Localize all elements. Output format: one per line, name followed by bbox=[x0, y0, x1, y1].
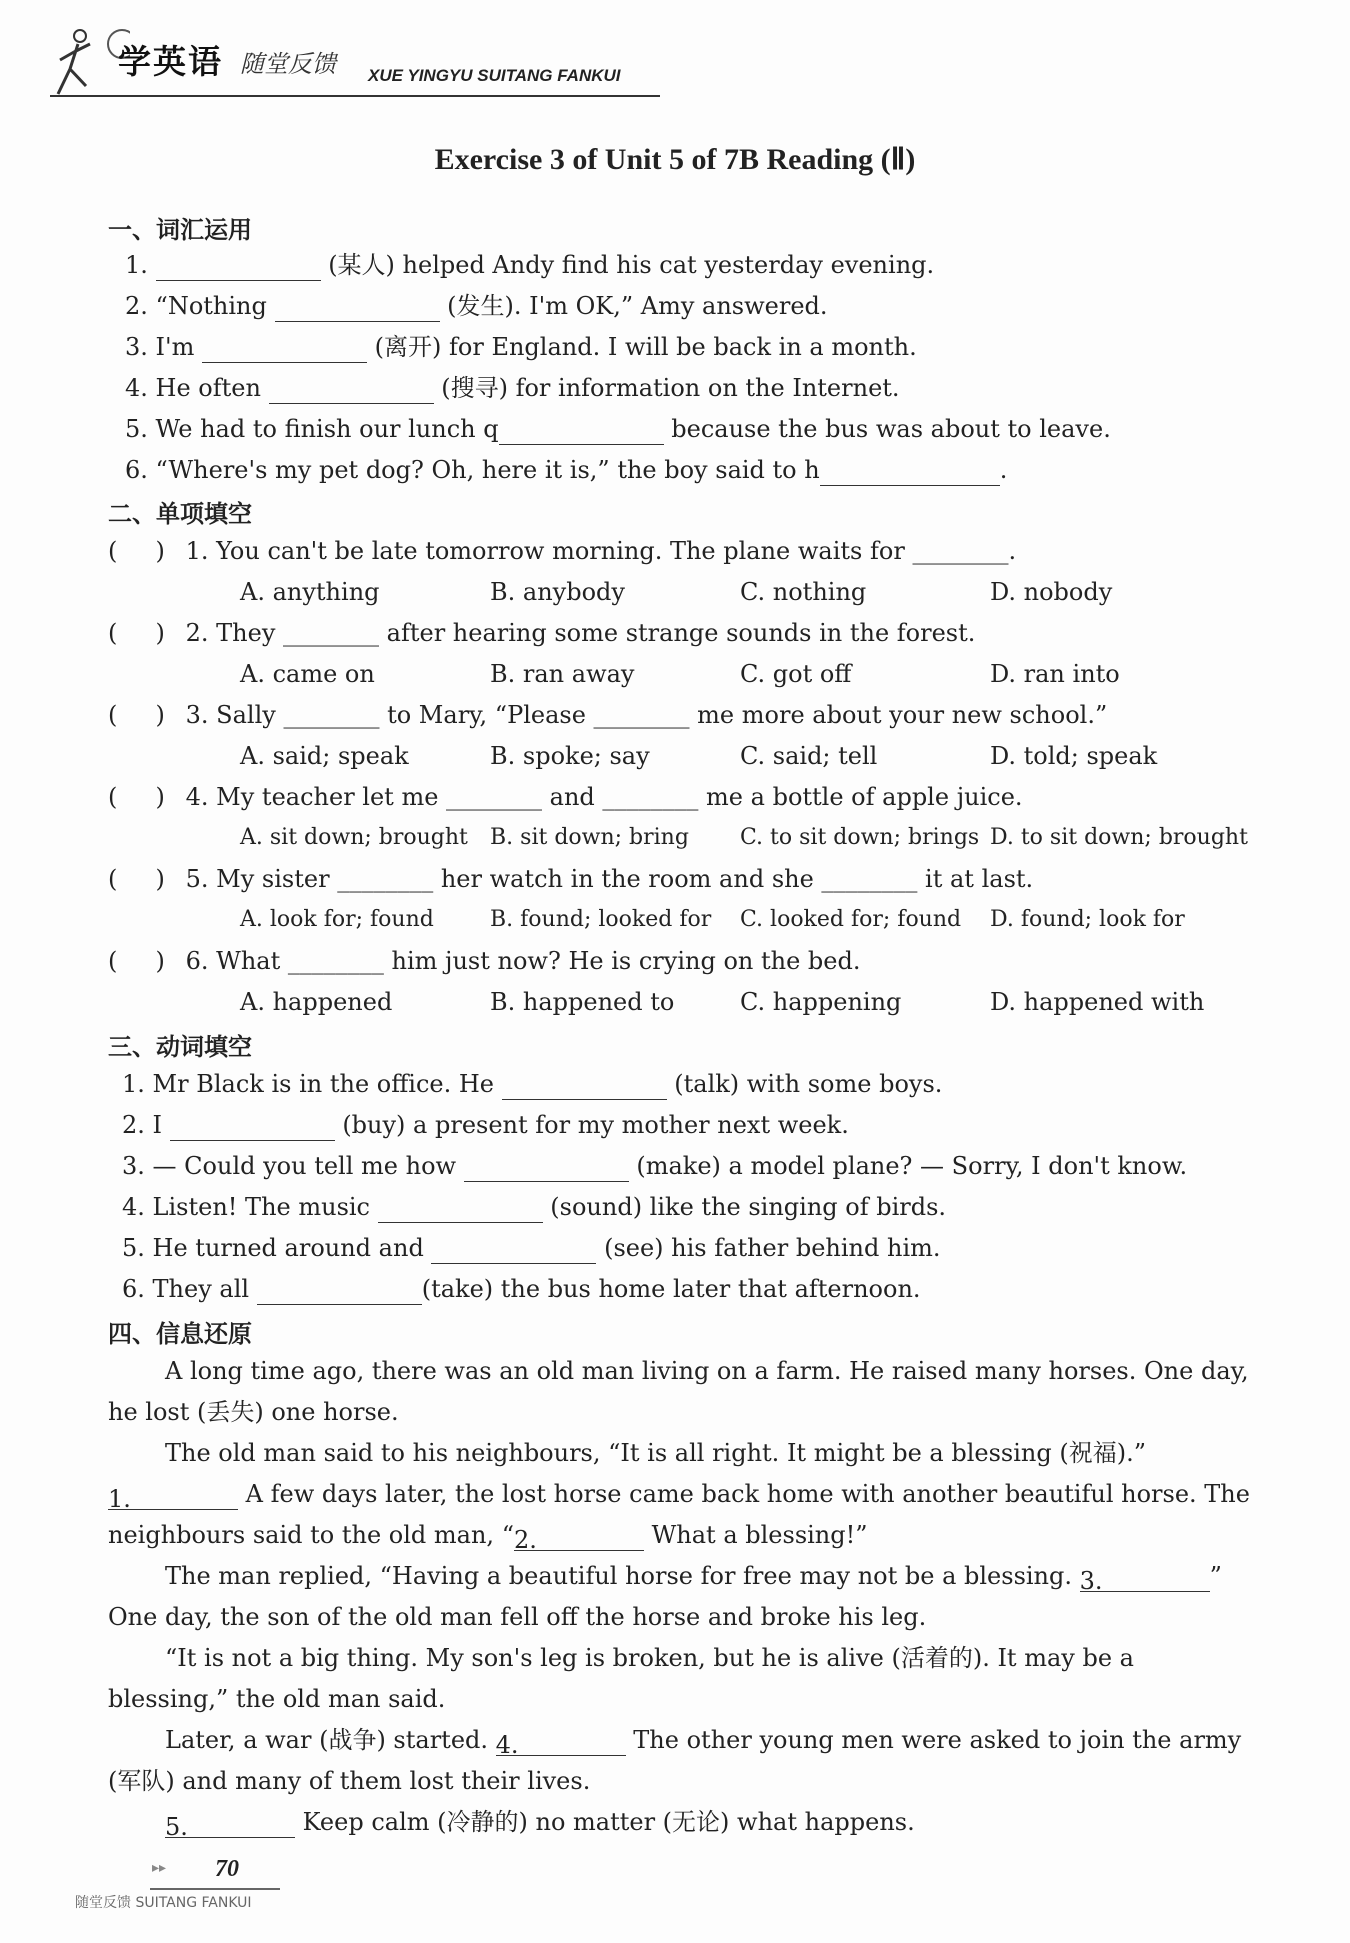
vocab-item-5: 5. We had to finish our lunch q because the bus was about to leave. bbox=[125, 415, 1111, 443]
answer-blank[interactable] bbox=[502, 1073, 667, 1100]
passage-line: One day, the son of the old man fell off the horse and broke his leg. bbox=[108, 1603, 927, 1631]
verb-item-6: 6. They all (take) the bus home later that afternoon. bbox=[122, 1275, 921, 1303]
answer-blank-1[interactable]: 1. bbox=[108, 1483, 238, 1510]
brand-pinyin: XUE YINGYU SUITANG FANKUI bbox=[368, 66, 621, 85]
mc-question-5: ( ) 5. My sister ________ her watch in the room and she ________ it at last. bbox=[108, 865, 1034, 893]
mc-question-4: ( ) 4. My teacher let me ________ and ________ me a bottle of apple juice. bbox=[108, 783, 1023, 811]
passage-line: 5. Keep calm (冷静的) no matter (无论) what happens. bbox=[165, 1808, 915, 1841]
answer-blank[interactable] bbox=[378, 1196, 543, 1223]
answer-blank[interactable] bbox=[275, 295, 440, 322]
answer-blank[interactable] bbox=[464, 1155, 629, 1182]
passage-line: “It is not a big thing. My son's leg is broken, but he is alive (活着的). It may be a bbox=[165, 1644, 1134, 1672]
answer-blank[interactable] bbox=[257, 1278, 422, 1305]
verb-item-1: 1. Mr Black is in the office. He (talk) with some boys. bbox=[122, 1070, 943, 1098]
page-title: Exercise 3 of Unit 5 of 7B Reading (Ⅱ) bbox=[434, 143, 916, 176]
answer-blank[interactable] bbox=[499, 418, 664, 445]
answer-blank-3[interactable]: 3. bbox=[1080, 1565, 1210, 1592]
page-header bbox=[50, 14, 670, 104]
verb-item-5: 5. He turned around and (see) his father behind him. bbox=[122, 1234, 941, 1262]
passage-line: The man replied, “Having a beautiful horse for free may not be a blessing. 3. ” bbox=[165, 1562, 1222, 1595]
answer-paren[interactable]: ( ) bbox=[108, 783, 165, 811]
vocab-item-1: 1. (某人) helped Andy find his cat yesterday evening. bbox=[125, 251, 935, 279]
passage-line: The old man said to his neighbours, “It is all right. It might be a blessing (祝福).” bbox=[165, 1439, 1146, 1467]
brand-title: 学英语 bbox=[118, 42, 223, 81]
passage-line: neighbours said to the old man, “2. What a blessing!” bbox=[108, 1521, 868, 1554]
passage-line: 1. A few days later, the lost horse came back home with another beautiful horse. The bbox=[108, 1480, 1250, 1513]
verb-item-3: 3. — Could you tell me how (make) a model plane? — Sorry, I don't know. bbox=[122, 1152, 1188, 1180]
vocab-item-3: 3. I'm (离开) for England. I will be back in a month. bbox=[125, 333, 917, 361]
vocab-item-4: 4. He often (搜寻) for information on the Internet. bbox=[125, 374, 900, 402]
vocab-item-6: 6. “Where's my pet dog? Oh, here it is,” the boy said to h . bbox=[125, 456, 1008, 484]
passage-line: he lost (丢失) one horse. bbox=[108, 1398, 399, 1426]
footer-divider bbox=[150, 1888, 280, 1890]
answer-paren[interactable]: ( ) bbox=[108, 537, 165, 565]
footer-arrows-icon: ▸▸ bbox=[152, 1860, 167, 1876]
answer-blank[interactable] bbox=[170, 1114, 335, 1141]
answer-blank[interactable] bbox=[431, 1237, 596, 1264]
mc-question-2: ( ) 2. They ________ after hearing some strange sounds in the forest. bbox=[108, 619, 976, 647]
section-multiple-choice: 二、单项填空 bbox=[108, 500, 252, 528]
passage-line: blessing,” the old man said. bbox=[108, 1685, 446, 1713]
answer-paren[interactable]: ( ) bbox=[108, 865, 165, 893]
answer-blank[interactable] bbox=[820, 459, 1000, 486]
answer-blank[interactable] bbox=[269, 377, 434, 404]
section-verb-fill: 三、动词填空 bbox=[108, 1033, 252, 1061]
answer-blank-2[interactable]: 2. bbox=[514, 1524, 644, 1551]
verb-item-2: 2. I (buy) a present for my mother next week. bbox=[122, 1111, 849, 1139]
answer-blank-5[interactable]: 5. bbox=[165, 1811, 295, 1838]
page-number: 70 bbox=[215, 1856, 239, 1882]
mc-question-6: ( ) 6. What ________ him just now? He is crying on the bed. bbox=[108, 947, 861, 975]
passage-line: Later, a war (战争) started. 4. The other young men were asked to join the army bbox=[165, 1726, 1242, 1759]
section-vocabulary: 一、词汇运用 bbox=[108, 216, 252, 244]
answer-paren[interactable]: ( ) bbox=[108, 619, 165, 647]
footer-tag: 随堂反馈 SUITANG FANKUI bbox=[75, 1895, 252, 1911]
section-passage: 四、信息还原 bbox=[108, 1320, 252, 1348]
vocab-item-2: 2. “Nothing (发生). I'm OK,” Amy answered. bbox=[125, 292, 828, 320]
answer-paren[interactable]: ( ) bbox=[108, 947, 165, 975]
brand-subtitle: 随堂反馈 bbox=[240, 50, 336, 78]
passage-line: (军队) and many of them lost their lives. bbox=[108, 1767, 591, 1795]
answer-paren[interactable]: ( ) bbox=[108, 701, 165, 729]
passage-line: A long time ago, there was an old man living on a farm. He raised many horses. One day, bbox=[165, 1357, 1249, 1385]
answer-blank[interactable] bbox=[156, 254, 321, 281]
header-divider bbox=[50, 95, 660, 97]
mc-question-1: ( ) 1. You can't be late tomorrow morning. The plane waits for ________. bbox=[108, 537, 1017, 565]
mc-question-3: ( ) 3. Sally ________ to Mary, “Please ________ me more about your new school.” bbox=[108, 701, 1108, 729]
answer-blank[interactable] bbox=[202, 336, 367, 363]
answer-blank-4[interactable]: 4. bbox=[496, 1729, 626, 1756]
verb-item-4: 4. Listen! The music (sound) like the singing of birds. bbox=[122, 1193, 947, 1221]
